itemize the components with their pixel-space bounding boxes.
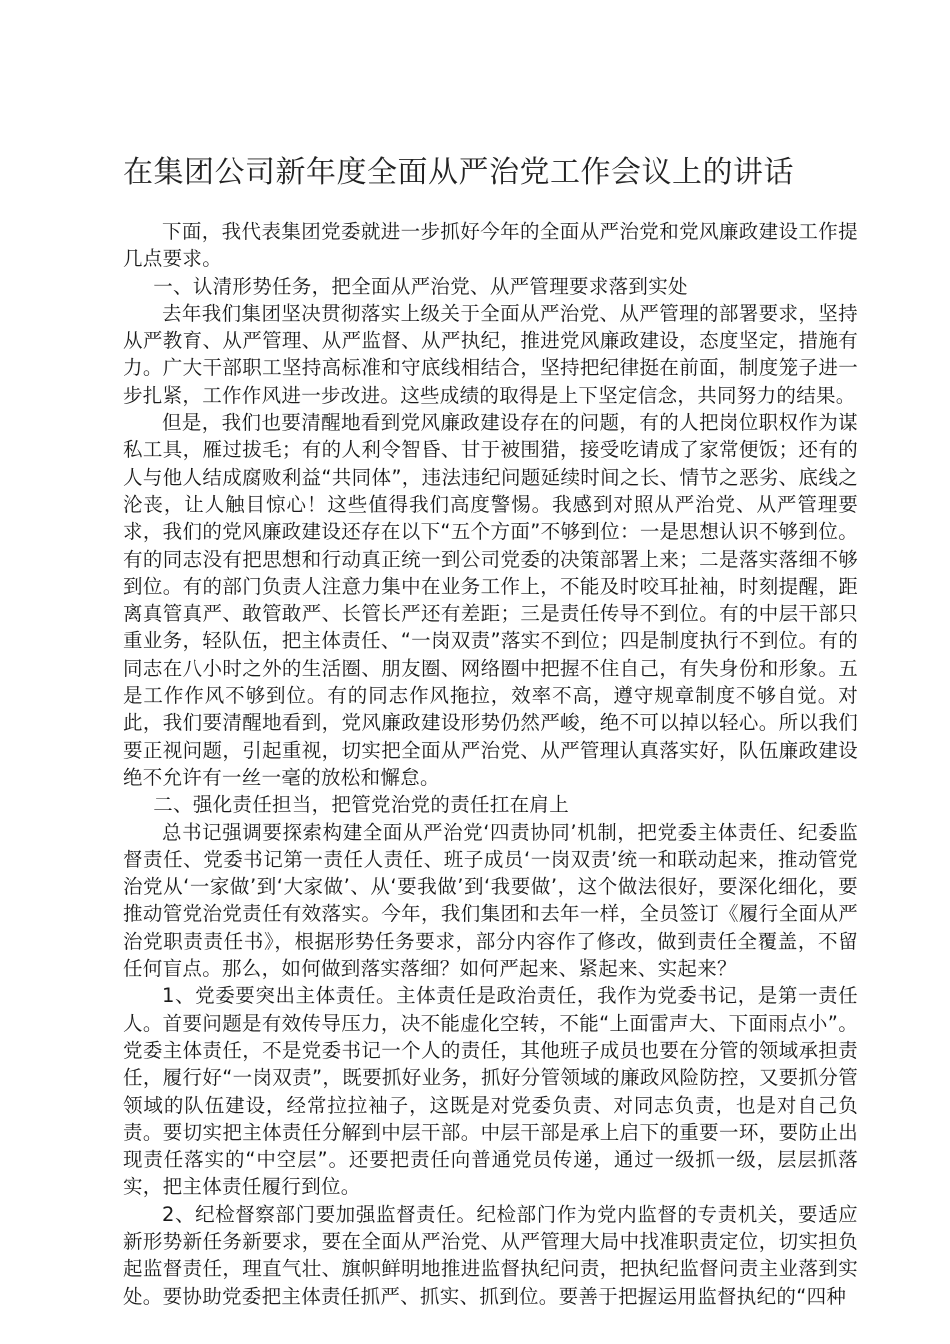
paragraph: 但是，我们也要清醒地看到党风廉政建设存在的问题，有的人把岗位职权作为谋私工具，雁过拔毛；有的人利令智昏、甘于被围猎，接受吃请成了家常便饭；还有的人与他人结成腐败利益“共同体”，违法违纪问题延续时间之长、情节之恶劣、底线之沦丧，让人触目惊心！这些值得我们高度警惕。我感到对照从严治党、从严管理要求，我们的党风廉政建设还存在以下“五个方面”不够到位：一是思想认识不够到位。有的同志没有把思想和行动真正统一到公司党委的决策部署上来；二是落实落细不够到位。有的部门负责人注意力集中在业务工作上，不能及时咬耳扯袖，时刻提醒，距离真管真严、敢管敢严、长管长严还有差距；三是责任传导不到位。有的中层干部只重业务，轻队伍，把主体责任、“一岗双责”落实不到位；四是制度执行不到位。有的同志在八小时之外的生活圈、朋友圈、网络圈中把握不住自己，有失身份和形象。五是工作作风不够到位。有的同志作风拖拉，效率不高，遵守规章制度不够自觉。对此，我们要清醒地看到，党风廉政建设形势仍然严峻，绝不可以掉以轻心。所以我们要正视问题，引起重视，切实把全面从严治党、从严管理认真落实好，队伍廉政建设绝不允许有一丝一毫的放松和懈怠。 bbox=[123, 411, 858, 789]
paragraph: 总书记强调要探索构建全面从严治党‘四责协同’机制，把党委主体责任、纪委监督责任、党委书记第一责任人责任、班子成员‘一岗双责’统一和联动起来，推动管党治党从‘一家做’到‘大家做’、从‘要我做’到‘我要做’，这个做法很好，要深化细化，要推动管党治党责任有效落实。今年，我们集团和去年一样，全员签订《履行全面从严治党职责责任书》，根据形势任务要求，部分内容作了修改，做到责任全覆盖，不留任何盲点。那么，如何做到落实落细？如何严起来、紧起来、实起来？ bbox=[123, 820, 858, 981]
paragraph-point-1: 1、党委要突出主体责任。主体责任是政治责任，我作为党委书记，是第一责任人。首要问题是有效传导压力，决不能虚化空转，不能“上面雷声大、下面雨点小”。党委主体责任，不是党委书记一个人的责任，其他班子成员也要在分管的领域承担责任，履行好“一岗双责”，既要抓好业务，抓好分管领域的廉政风险防控，又要抓分管领域的队伍建设，经常拉拉袖子，这既是对党委负责、对同志负责，也是对自己负责。要切实把主体责任分解到中层干部。中层干部是承上启下的重要一环，要防止出现责任落实的“中空层”。还要把责任向普通党员传递，通过一级抓一级，层层抓落实，把主体责任履行到位。 bbox=[123, 984, 858, 1199]
paragraph-intro: 下面，我代表集团党委就进一步抓好今年的全面从严治党和党风廉政建设工作提几点要求。 bbox=[123, 220, 858, 271]
document-body bbox=[123, 218, 858, 1310]
section-heading-2: 二、强化责任担当，把管党治党的责任扛在肩上 bbox=[153, 793, 570, 817]
section-heading-1: 一、认清形势任务，把全面从严治党、从严管理要求落到实处 bbox=[153, 274, 688, 298]
paragraph-point-2: 2、纪检督察部门要加强监督责任。纪检部门作为党内监督的专责机关，要适应新形势新任务新要求，要在全面从严治党、从严管理大局中找准职责定位，切实担负起监督责任，理直气壮、旗帜鲜明地推进监督执纪问责，把执纪监督问责主业落到实处。要协助党委把主体责任抓严、抓实、抓到位。要善于把握运用监督执纪的“四种 bbox=[123, 1202, 858, 1308]
paragraph: 去年我们集团坚决贯彻落实上级关于全面从严治党、从严管理的部署要求，坚持从严教育、从严管理、从严监督、从严执纪，推进党风廉政建设，态度坚定，措施有力。广大干部职工坚持高标准和守底线相结合，坚持把纪律挺在前面，制度笼子进一步扎紧，工作作风进一步改进。这些成绩的取得是上下坚定信念，共同努力的结果。 bbox=[123, 301, 858, 407]
document-title: 在集团公司新年度全面从严治党工作会议上的讲话 bbox=[123, 155, 794, 190]
